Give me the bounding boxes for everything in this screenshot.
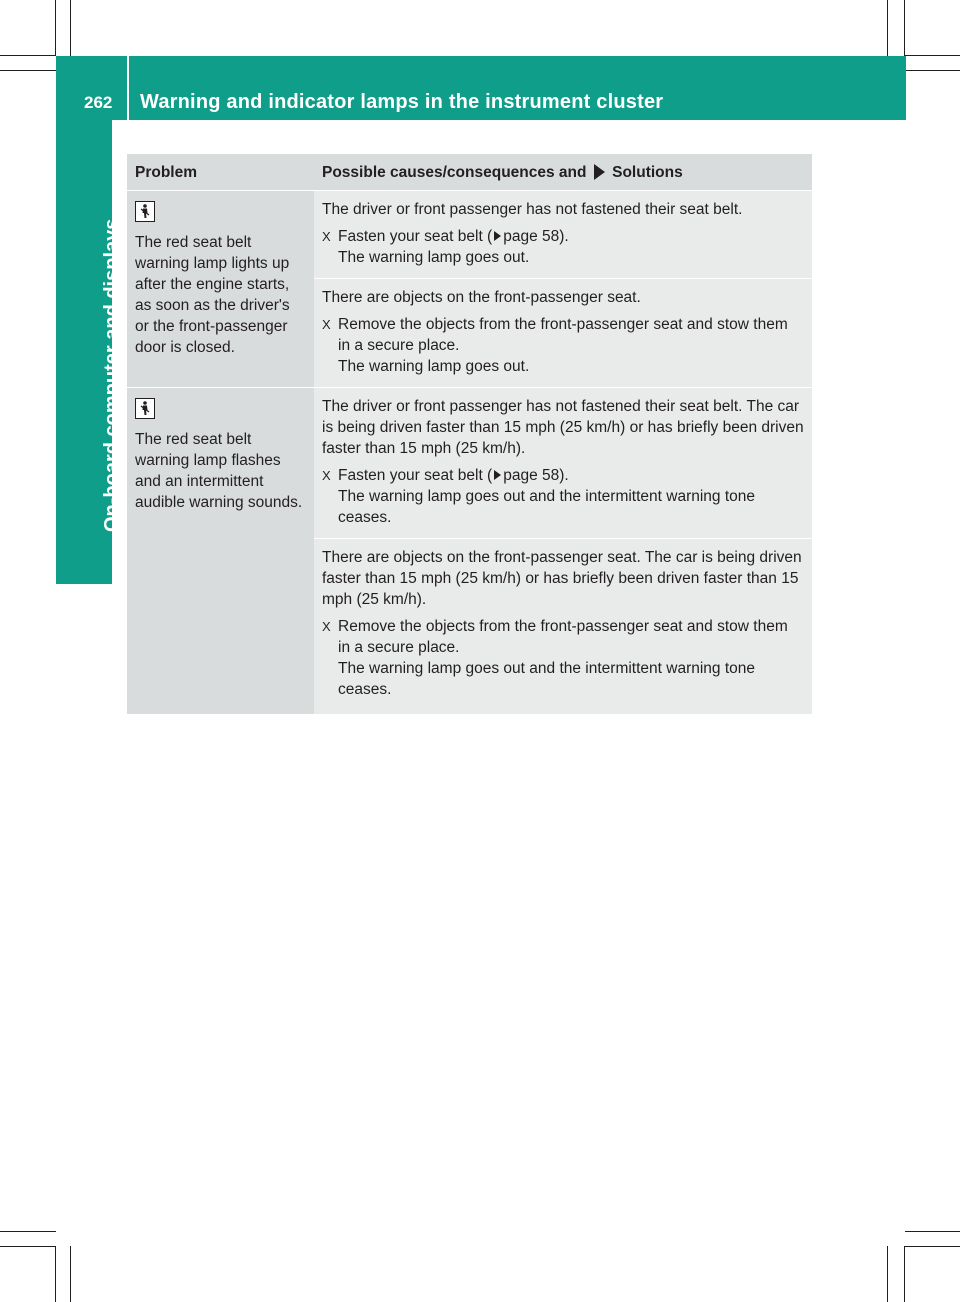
seatbelt-warning-icon	[135, 398, 155, 419]
cause-text: There are objects on the front-passenger seat. The car is being driven faster than 15 mph (25 km/h) or has briefly been driven faster than 15 mph (25 km/h).	[322, 549, 802, 608]
page-reference-link[interactable]: page 58).	[503, 228, 569, 245]
crop-mark	[70, 0, 71, 56]
step-text: Remove the objects from the front-passenger seat and stow them in a secure place.	[338, 618, 788, 656]
result-text: The warning lamp goes out.	[338, 249, 530, 266]
crop-mark	[905, 1246, 960, 1247]
page-title: Warning and indicator lamps in the instrument cluster	[140, 91, 664, 113]
problem-cell	[127, 191, 314, 388]
result-text: The warning lamp goes out.	[338, 358, 530, 375]
solution-cell	[314, 191, 812, 279]
crop-mark	[0, 55, 56, 56]
table-row	[127, 388, 812, 539]
crop-mark	[0, 1246, 56, 1247]
step-arrow-icon: X	[322, 317, 331, 332]
crop-mark	[0, 1231, 56, 1232]
table-row	[127, 191, 812, 279]
column-header-solutions	[314, 154, 812, 191]
problem-text: The red seat belt warning lamp flashes and an intermittent audible warning sounds.	[135, 431, 303, 511]
table-header-row	[127, 154, 812, 191]
crop-mark	[55, 0, 56, 56]
crop-mark	[887, 0, 888, 56]
step-text: Fasten your seat belt ( page 58).	[338, 228, 569, 245]
crop-mark	[904, 0, 905, 56]
step-text: Fasten your seat belt ( page 58).	[338, 467, 569, 484]
step-arrow-icon: X	[322, 229, 331, 244]
crop-mark	[905, 1231, 960, 1232]
problem-cell	[127, 388, 314, 715]
action-step	[322, 465, 804, 528]
header-divider	[127, 56, 129, 120]
result-text: The warning lamp goes out and the intermittent warning tone ceases.	[338, 660, 756, 698]
solution-cell	[314, 539, 812, 715]
crop-mark	[905, 70, 960, 71]
page-reference-icon	[494, 231, 501, 241]
crop-mark	[904, 1246, 905, 1302]
section-tab-label: On-board computer and displays	[101, 218, 123, 532]
page-reference-link[interactable]: page 58).	[503, 467, 569, 484]
step-arrow-icon: X	[322, 619, 331, 634]
arrow-right-icon	[594, 164, 605, 180]
column-header-solutions-suffix: Solutions	[612, 163, 683, 181]
page-reference-icon	[494, 470, 501, 480]
crop-mark	[905, 55, 960, 56]
crop-mark	[0, 70, 56, 71]
column-header-solutions-prefix: Possible causes/consequences and	[322, 163, 587, 181]
page-number: 262	[84, 93, 113, 112]
cause-text: The driver or front passenger has not fastened their seat belt. The car is being driven faster than 15 mph (25 km/h) or has briefly been driven faster than 15 mph (25 km/h).	[322, 398, 804, 457]
crop-mark	[887, 1246, 888, 1302]
solution-cell	[314, 279, 812, 388]
action-step	[322, 616, 804, 700]
action-step	[322, 314, 804, 377]
cause-text: The driver or front passenger has not fastened their seat belt.	[322, 201, 743, 218]
step-text: Remove the objects from the front-passenger seat and stow them in a secure place.	[338, 316, 788, 354]
result-text: The warning lamp goes out and the intermittent warning tone ceases.	[338, 488, 756, 526]
seatbelt-warning-icon	[135, 201, 155, 222]
warning-lamp-table	[127, 154, 812, 714]
step-arrow-icon: X	[322, 468, 331, 483]
crop-mark	[55, 1246, 56, 1302]
column-header-problem: Problem	[127, 154, 314, 191]
cause-text: There are objects on the front-passenger seat.	[322, 289, 641, 306]
solution-cell	[314, 388, 812, 539]
action-step	[322, 226, 804, 268]
crop-mark	[70, 1246, 71, 1302]
problem-text: The red seat belt warning lamp lights up after the engine starts, as soon as the driver's or the front-passenger door is closed.	[135, 234, 290, 356]
